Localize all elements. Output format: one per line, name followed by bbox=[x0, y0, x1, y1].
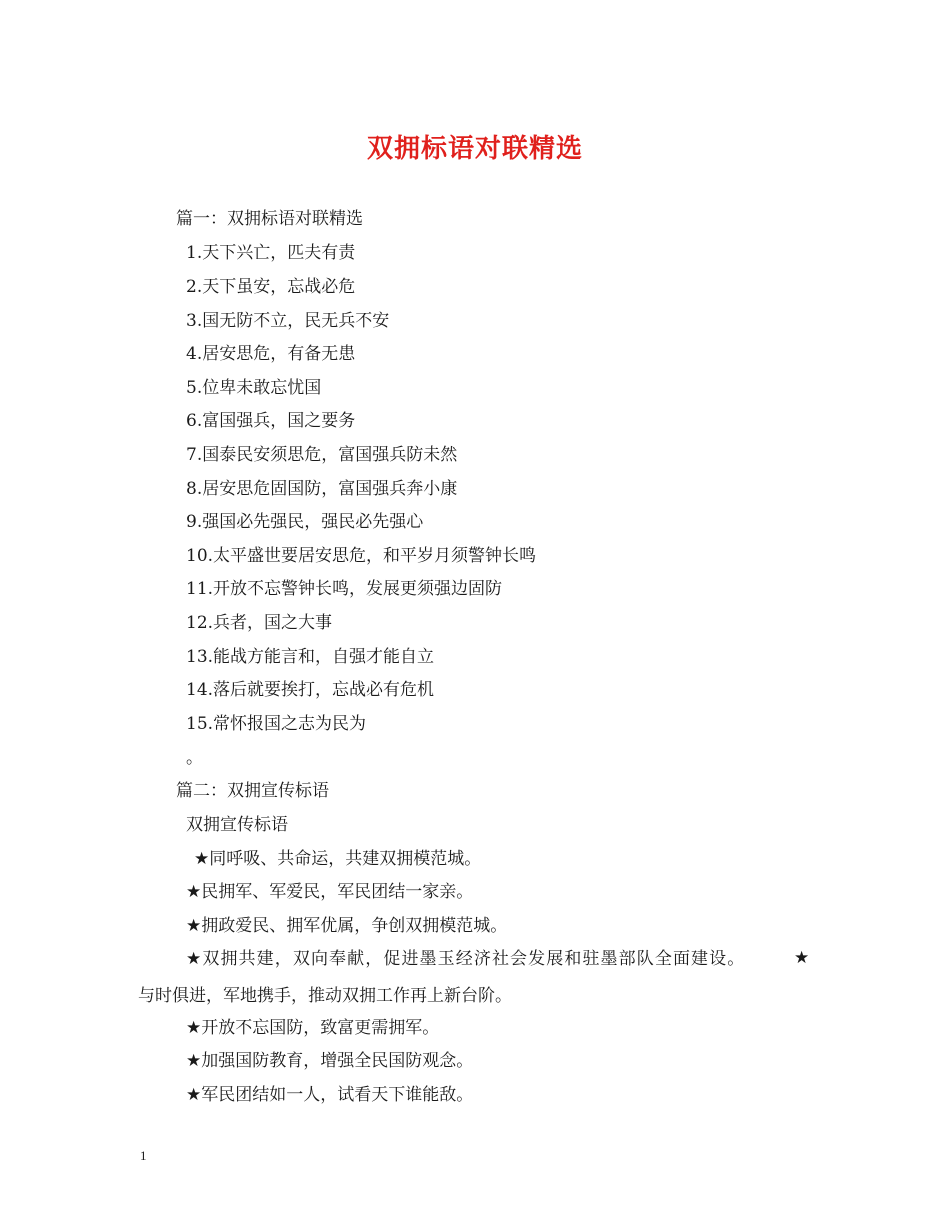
slogan-text: 加强国防教育，增强全民国防观念。 bbox=[201, 1051, 474, 1071]
page-number: 1 bbox=[140, 1148, 147, 1163]
list-item: 12.兵者，国之大事 bbox=[186, 613, 333, 633]
slogan-continuation: 与时俱进，军地携手，推动双拥工作再上新台阶。 bbox=[138, 986, 512, 1006]
list-item: 4.居安思危，有备无患 bbox=[186, 344, 356, 364]
slogan-text: 开放不忘国防，致富更需拥军。 bbox=[201, 1018, 440, 1038]
section-subheading: 双拥宣传标语 bbox=[186, 815, 288, 835]
list-item: 15.常怀报国之志为民为 bbox=[186, 714, 367, 734]
list-item: 13.能战方能言和，自强才能自立 bbox=[186, 647, 435, 667]
list-item: 1.天下兴亡，匹夫有责 bbox=[186, 243, 356, 263]
list-item: 8.居安思危固国防，富国强兵奔小康 bbox=[186, 479, 458, 499]
list-item: 11.开放不忘警钟长鸣，发展更须强边固防 bbox=[186, 579, 503, 599]
list-item: 10.太平盛世要居安思危，和平岁月须警钟长鸣 bbox=[186, 546, 537, 566]
star-icon: ★ bbox=[186, 1018, 202, 1038]
slogan-text: 双拥共建，双向奉献，促进墨玉经济社会发展和驻墨部队全面建设。 bbox=[202, 949, 746, 969]
star-icon: ★ bbox=[794, 948, 810, 968]
star-icon: ★ bbox=[186, 916, 202, 936]
list-item: 9.强国必先强民，强民必先强心 bbox=[186, 512, 424, 532]
document-title: 双拥标语对联精选 bbox=[366, 134, 583, 164]
star-icon: ★ bbox=[186, 1051, 202, 1071]
list-item: 3.国无防不立，民无兵不安 bbox=[186, 311, 390, 331]
list-item: 7.国泰民安须思危，富国强兵防未然 bbox=[186, 445, 458, 465]
slogan-text: 同呼吸、共命运，共建双拥模范城。 bbox=[209, 849, 482, 869]
star-icon: ★ bbox=[194, 849, 210, 869]
slogan-line bbox=[186, 948, 745, 970]
section-heading-1: 篇一：双拥标语对联精选 bbox=[176, 209, 363, 229]
star-icon: ★ bbox=[186, 882, 202, 902]
slogan-line bbox=[186, 1017, 439, 1039]
slogan-text: 拥政爱民、拥军优属，争创双拥模范城。 bbox=[201, 916, 508, 936]
section-heading-2: 篇二：双拥宣传标语 bbox=[176, 781, 329, 801]
list-item: 2.天下虽安，忘战必危 bbox=[186, 277, 356, 297]
slogan-text: 民拥军、军爱民，军民团结一家亲。 bbox=[201, 882, 474, 902]
slogan-line bbox=[186, 1050, 473, 1072]
list-item: 5.位卑未敢忘忧国 bbox=[186, 378, 322, 398]
slogan-line bbox=[186, 881, 473, 903]
slogan-line bbox=[186, 915, 507, 937]
list-item: 14.落后就要挨打，忘战必有危机 bbox=[186, 680, 435, 700]
slogan-line bbox=[194, 848, 481, 870]
slogan-text: 军民团结如一人，试看天下谁能敌。 bbox=[201, 1085, 474, 1105]
star-icon: ★ bbox=[186, 1085, 202, 1105]
trailing-punctuation: 。 bbox=[186, 748, 203, 768]
slogan-line bbox=[186, 1084, 473, 1106]
star-icon: ★ bbox=[186, 949, 203, 969]
list-item: 6.富国强兵，国之要务 bbox=[186, 411, 356, 431]
